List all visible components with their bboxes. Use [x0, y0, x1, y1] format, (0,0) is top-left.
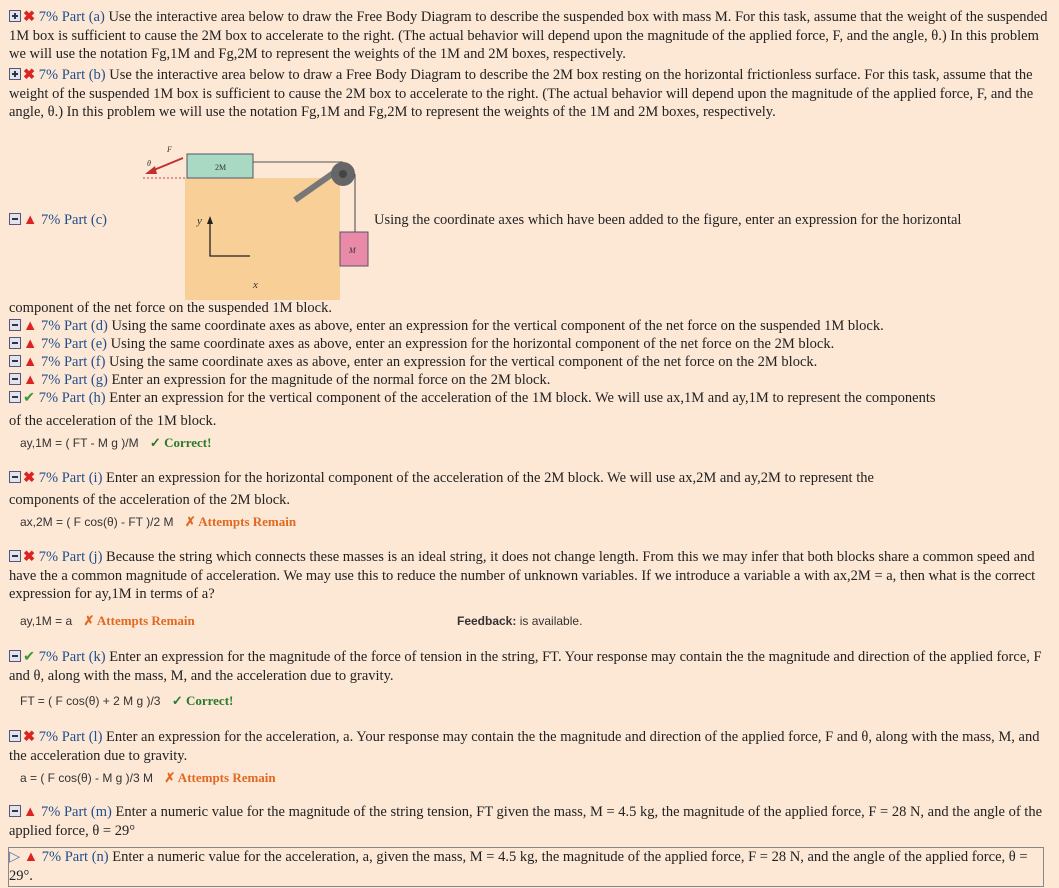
response-value: ay,1M = ( FT - M g )/M	[20, 436, 139, 450]
correct-status: ✓ Correct!	[149, 435, 212, 450]
check-icon: ✔	[23, 649, 36, 665]
collapse-icon[interactable]	[9, 213, 21, 225]
y-axis-label: y	[197, 215, 202, 227]
part-m-text: Enter a numeric value for the magnitude of the string tension, FT given the mass, M = 4.5 kg, the magnitude of the applied force, F = 28 N, and the angle of the applied force, θ = 29°	[9, 804, 1043, 839]
part-a-label[interactable]: 7% Part (a)	[38, 9, 105, 25]
response-value: FT = ( F cos(θ) + 2 M g )/3	[20, 694, 161, 708]
feedback-link[interactable]: is available.	[519, 614, 583, 628]
part-d	[9, 317, 884, 336]
collapse-icon[interactable]	[9, 730, 21, 742]
box-m-label: M	[349, 246, 356, 255]
part-g	[9, 371, 550, 390]
part-i-label[interactable]: 7% Part (i)	[38, 470, 103, 486]
collapse-icon[interactable]	[9, 471, 21, 483]
part-i-text-cont: components of the acceleration of the 2M block.	[9, 492, 291, 508]
part-h-response	[20, 434, 211, 453]
table-surface	[185, 178, 340, 300]
part-c-label[interactable]: 7% Part (c)	[40, 212, 108, 228]
collapse-icon[interactable]	[9, 391, 21, 403]
attempts-status: ✗ Attempts Remain	[164, 770, 276, 785]
check-icon: ✔	[23, 390, 36, 406]
part-c-text-cont: component of the net force on the suspended 1M block.	[9, 300, 332, 316]
part-k-text: Enter an expression for the magnitude of the force of tension in the string, FT. Your response may contain the the magnitude and direction of the applied force, F and θ, along with the mass, M, and the acceleration due to gravity.	[9, 649, 1042, 684]
part-l-text: Enter an expression for the acceleration, a. Your response may contain the the magnitude and direction of the applied force, F and θ, along with the mass, M, and the acceleration due to gravity.	[9, 729, 1040, 764]
response-value: ax,2M = ( F cos(θ) - FT )/2 M	[20, 515, 174, 529]
part-n-text: Enter a numeric value for the acceleration, a, given the mass, M = 4.5 kg, the magnitude of the applied force, F = 28 N, and the angle of the applied force, θ = 29°.	[9, 849, 1028, 884]
part-h	[9, 389, 936, 408]
x-axis-label: x	[253, 279, 258, 291]
expand-icon[interactable]	[9, 68, 21, 80]
part-c	[9, 211, 107, 230]
part-f	[9, 353, 817, 372]
part-j-response	[20, 612, 195, 631]
pulley-figure	[135, 140, 370, 300]
part-a	[9, 8, 1049, 64]
part-g-text: Enter an expression for the magnitude of the normal force on the 2M block.	[111, 372, 551, 388]
part-i-text: Enter an expression for the horizontal component of the acceleration of the 2M block. We will use ax,2M and ay,2M to represent the	[106, 470, 874, 486]
warning-icon: ▲	[23, 804, 38, 820]
part-n	[8, 847, 1044, 887]
part-h-label[interactable]: 7% Part (h)	[38, 390, 106, 406]
incorrect-icon: ✖	[23, 549, 36, 565]
part-d-text: Using the same coordinate axes as above, enter an expression for the vertical component of the net force on the suspended 1M block.	[111, 318, 884, 334]
part-f-label[interactable]: 7% Part (f)	[40, 354, 106, 370]
part-m	[9, 803, 1049, 840]
collapse-icon[interactable]	[9, 337, 21, 349]
theta-label: θ	[147, 159, 151, 168]
warning-icon: ▲	[23, 212, 38, 228]
attempts-status: ✗ Attempts Remain	[83, 613, 195, 628]
part-m-label[interactable]: 7% Part (m)	[40, 804, 112, 820]
warning-icon: ▲	[23, 318, 38, 334]
warning-icon: ▲	[23, 354, 38, 370]
part-e-label[interactable]: 7% Part (e)	[40, 336, 108, 352]
part-k-label[interactable]: 7% Part (k)	[38, 649, 106, 665]
response-value: ay,1M = a	[20, 614, 73, 628]
part-k	[9, 648, 1049, 685]
feedback-label: Feedback:	[457, 614, 517, 628]
part-e-text: Using the same coordinate axes as above, enter an expression for the horizontal component of the net force on the 2M block.	[110, 336, 835, 352]
part-b-text-data: Use the interactive area below to draw a Free Body Diagram to describe the 2M box resting on the horizontal frictionless surface. For this task, assume that the weight of the suspended 1M box is sufficient to cause the 2M box to accelerate to the right. (The actual behavior will depend upon the magnitude of the applied force, F, and the angle, θ.) In this problem we will use the notation Fg,1M and Fg,2M to represent the weights of the 1M and 2M boxes, respectively.	[9, 67, 1034, 120]
part-b	[9, 66, 1049, 122]
part-l-response	[20, 769, 276, 788]
response-value: a = ( F cos(θ) - M g )/3 M	[20, 771, 154, 785]
part-a-text-data: Use the interactive area below to draw the Free Body Diagram to describe the suspended box with mass M. For this task, assume that the weight of the suspended 1M box is sufficient to cause the 2M box to accelerate to the right. (The actual behavior will depend upon the magnitude of the applied force, F, and the angle, θ.) In this problem we will use the notation Fg,1M and Fg,2M to represent the weights of the 1M and 2M boxes, respectively.	[9, 9, 1048, 62]
correct-status: ✓ Correct!	[171, 693, 234, 708]
expand-icon[interactable]	[9, 10, 21, 22]
collapse-icon[interactable]	[9, 319, 21, 331]
part-h-text: Enter an expression for the vertical component of the acceleration of the 1M block. We will use ax,1M and ay,1M to represent the components	[109, 390, 936, 406]
expand-arrow-icon[interactable]: ▷	[9, 849, 21, 865]
part-h-text-cont: of the acceleration of the 1M block.	[9, 413, 217, 429]
collapse-icon[interactable]	[9, 650, 21, 662]
part-b-label[interactable]: 7% Part (b)	[38, 67, 106, 83]
part-n-label[interactable]: 7% Part (n)	[41, 849, 109, 865]
part-j-text: Because the string which connects these masses is an ideal string, it does not change length. From this we may infer that both blocks share a common speed and have the a common magnitude of acceleration. We may use this to reduce the number of unknown variables. If we introduce a variable a with ax,2M = a, then what is the correct expression for ay,1M in terms of a?	[9, 549, 1036, 602]
part-l	[9, 728, 1049, 765]
part-f-text: Using the same coordinate axes as above, enter an expression for the vertical component of the net force on the 2M block.	[109, 354, 818, 370]
part-d-label[interactable]: 7% Part (d)	[40, 318, 108, 334]
part-e	[9, 335, 834, 354]
collapse-icon[interactable]	[9, 373, 21, 385]
box-2m-label: 2M	[215, 163, 227, 172]
incorrect-icon: ✖	[23, 9, 36, 25]
collapse-icon[interactable]	[9, 550, 21, 562]
part-c-text: Using the coordinate axes which have been added to the figure, enter an expression for the horizontal	[374, 212, 962, 228]
part-l-label[interactable]: 7% Part (l)	[38, 729, 103, 745]
part-i	[9, 469, 874, 488]
incorrect-icon: ✖	[23, 470, 36, 486]
warning-icon: ▲	[23, 372, 38, 388]
warning-icon: ▲	[23, 336, 38, 352]
part-j-label[interactable]: 7% Part (j)	[38, 549, 103, 565]
collapse-icon[interactable]	[9, 805, 21, 817]
feedback	[457, 612, 582, 631]
collapse-icon[interactable]	[9, 355, 21, 367]
part-g-label[interactable]: 7% Part (g)	[40, 372, 108, 388]
warning-icon: ▲	[23, 849, 39, 865]
incorrect-icon: ✖	[23, 729, 36, 745]
part-k-response	[20, 692, 233, 711]
part-j	[9, 548, 1049, 604]
attempts-status: ✗ Attempts Remain	[184, 514, 297, 529]
force-label: F	[167, 145, 172, 154]
part-i-response	[20, 513, 296, 532]
incorrect-icon: ✖	[23, 67, 36, 83]
